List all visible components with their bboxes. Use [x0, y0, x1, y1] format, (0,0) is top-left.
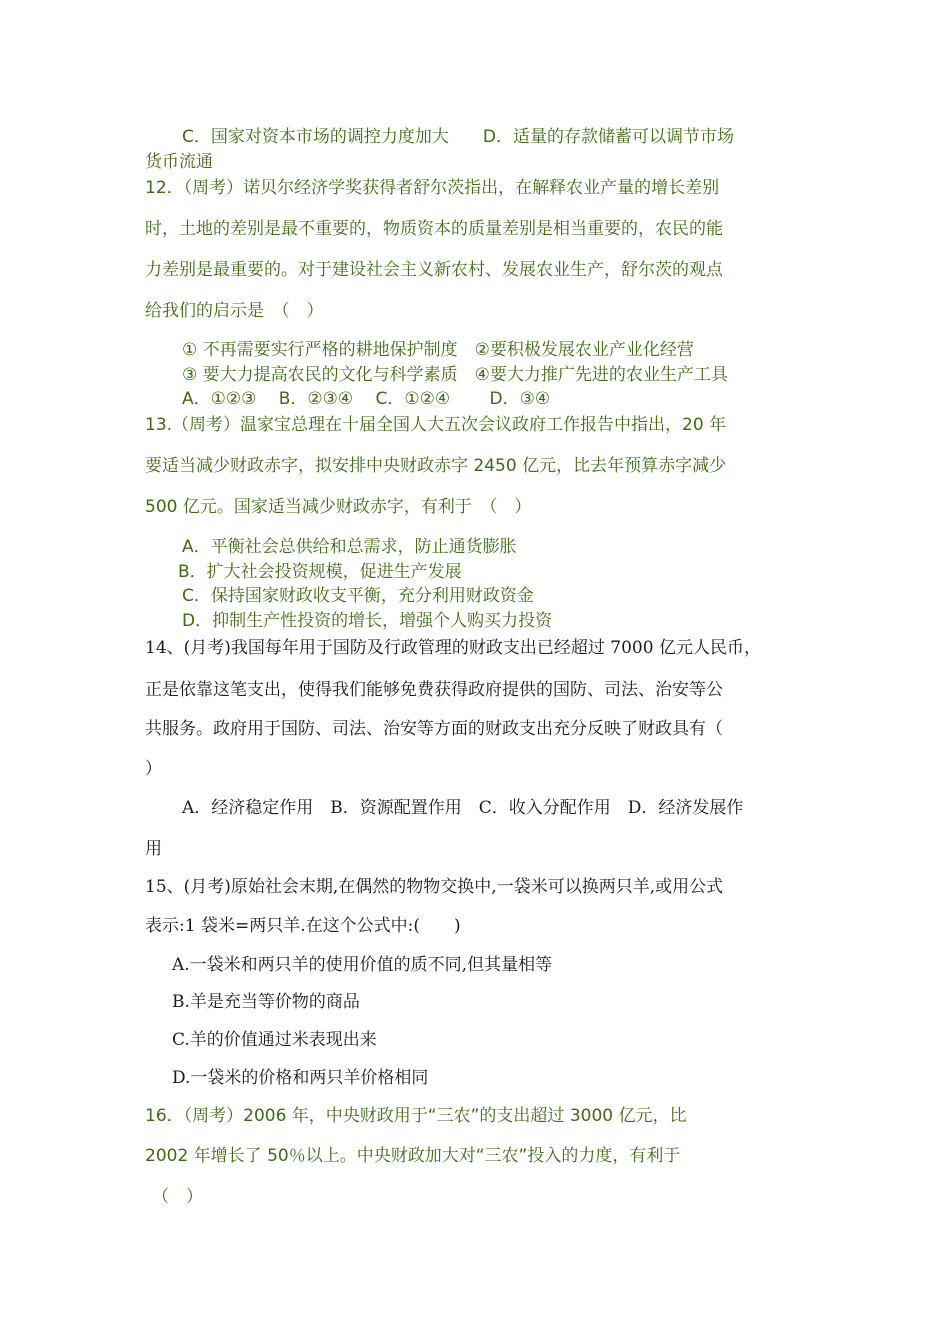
q11-option-line: C．国家对资本市场的调控力度加大 D．适量的存款储蓄可以调节市场 — [182, 127, 734, 147]
q16-stem-line: 2002 年增长了 50％以上。中央财政加大对“三农”投入的力度，有利于 — [145, 1146, 681, 1166]
q12-stem-line: 给我们的启示是 （ ） — [145, 301, 324, 321]
q13-stem-line: 500 亿元。国家适当减少财政赤字，有利于 （ ） — [145, 497, 532, 517]
q15-stem-line: 表示:1 袋米=两只羊.在这个公式中:( ) — [145, 916, 461, 936]
q13-option: A．平衡社会总供给和总需求，防止通货膨胀 — [182, 537, 517, 557]
q12-stem-line: 时，土地的差别是最不重要的，物质资本的质量差别是相当重要的，农民的能 — [145, 219, 723, 239]
q13-option: D．抑制生产性投资的增长，增强个人购买力投资 — [182, 611, 553, 631]
q12-options: A．①②③ B．②③④ C．①②④ D．③④ — [182, 389, 551, 409]
q15-stem-line: 15、(月考)原始社会末期,在偶然的物物交换中,一袋米可以换两只羊,或用公式 — [145, 877, 724, 897]
q14-stem-line: ） — [145, 759, 162, 779]
q15-option: C.羊的价值通过米表现出来 — [172, 1030, 377, 1050]
q12-item-line: ① 不再需要实行严格的耕地保护制度 ②要积极发展农业产业化经营 — [182, 340, 694, 360]
q15-option: A.一袋米和两只羊的使用价值的质不同,但其量相等 — [172, 955, 553, 975]
q16-stem-line: （ ） — [152, 1187, 203, 1207]
q12-stem-line: 力差别是最重要的。对于建设社会主义新农村、发展农业生产，舒尔茨的观点 — [145, 260, 723, 280]
q12-stem-line: 12．（周考）诺贝尔经济学奖获得者舒尔茨指出，在解释农业产量的增长差别 — [145, 178, 720, 198]
q13-stem-line: 要适当减少财政赤字，拟安排中央财政赤字 2450 亿元，比去年预算赤字减少 — [145, 456, 727, 476]
q14-stem-line: 共服务。政府用于国防、司法、治安等方面的财政支出充分反映了财政具有（ — [145, 719, 723, 739]
q15-option: B.羊是充当等价物的商品 — [172, 992, 360, 1012]
q13-option: C．保持国家财政收支平衡，充分利用财政资金 — [182, 586, 534, 606]
q12-item-line: ③ 要大力提高农民的文化与科学素质 ④要大力推广先进的农业生产工具 — [182, 365, 728, 385]
q16-stem-line: 16．（周考）2006 年，中央财政用于“三农”的支出超过 3000 亿元，比 — [145, 1106, 687, 1126]
q14-stem-line: 14、(月考)我国每年用于国防及行政管理的财政支出已经超过 7000 亿元人民币， — [145, 638, 761, 658]
q14-stem-line: 正是依靠这笔支出，使得我们能够免费获得政府提供的国防、司法、治安等公 — [145, 680, 723, 700]
q15-option: D.一袋米的价格和两只羊价格相同 — [172, 1068, 429, 1088]
q14-options: A．经济稳定作用 B．资源配置作用 C．收入分配作用 D．经济发展作 — [182, 798, 744, 818]
q11-option-line-wrap: 货币流通 — [145, 152, 213, 172]
q13-stem-line: 13.（周考）温家宝总理在十届全国人大五次会议政府工作报告中指出，20 年 — [145, 415, 727, 435]
q14-options-wrap: 用 — [145, 839, 162, 859]
q13-option: B．扩大社会投资规模，促进生产发展 — [178, 562, 462, 582]
